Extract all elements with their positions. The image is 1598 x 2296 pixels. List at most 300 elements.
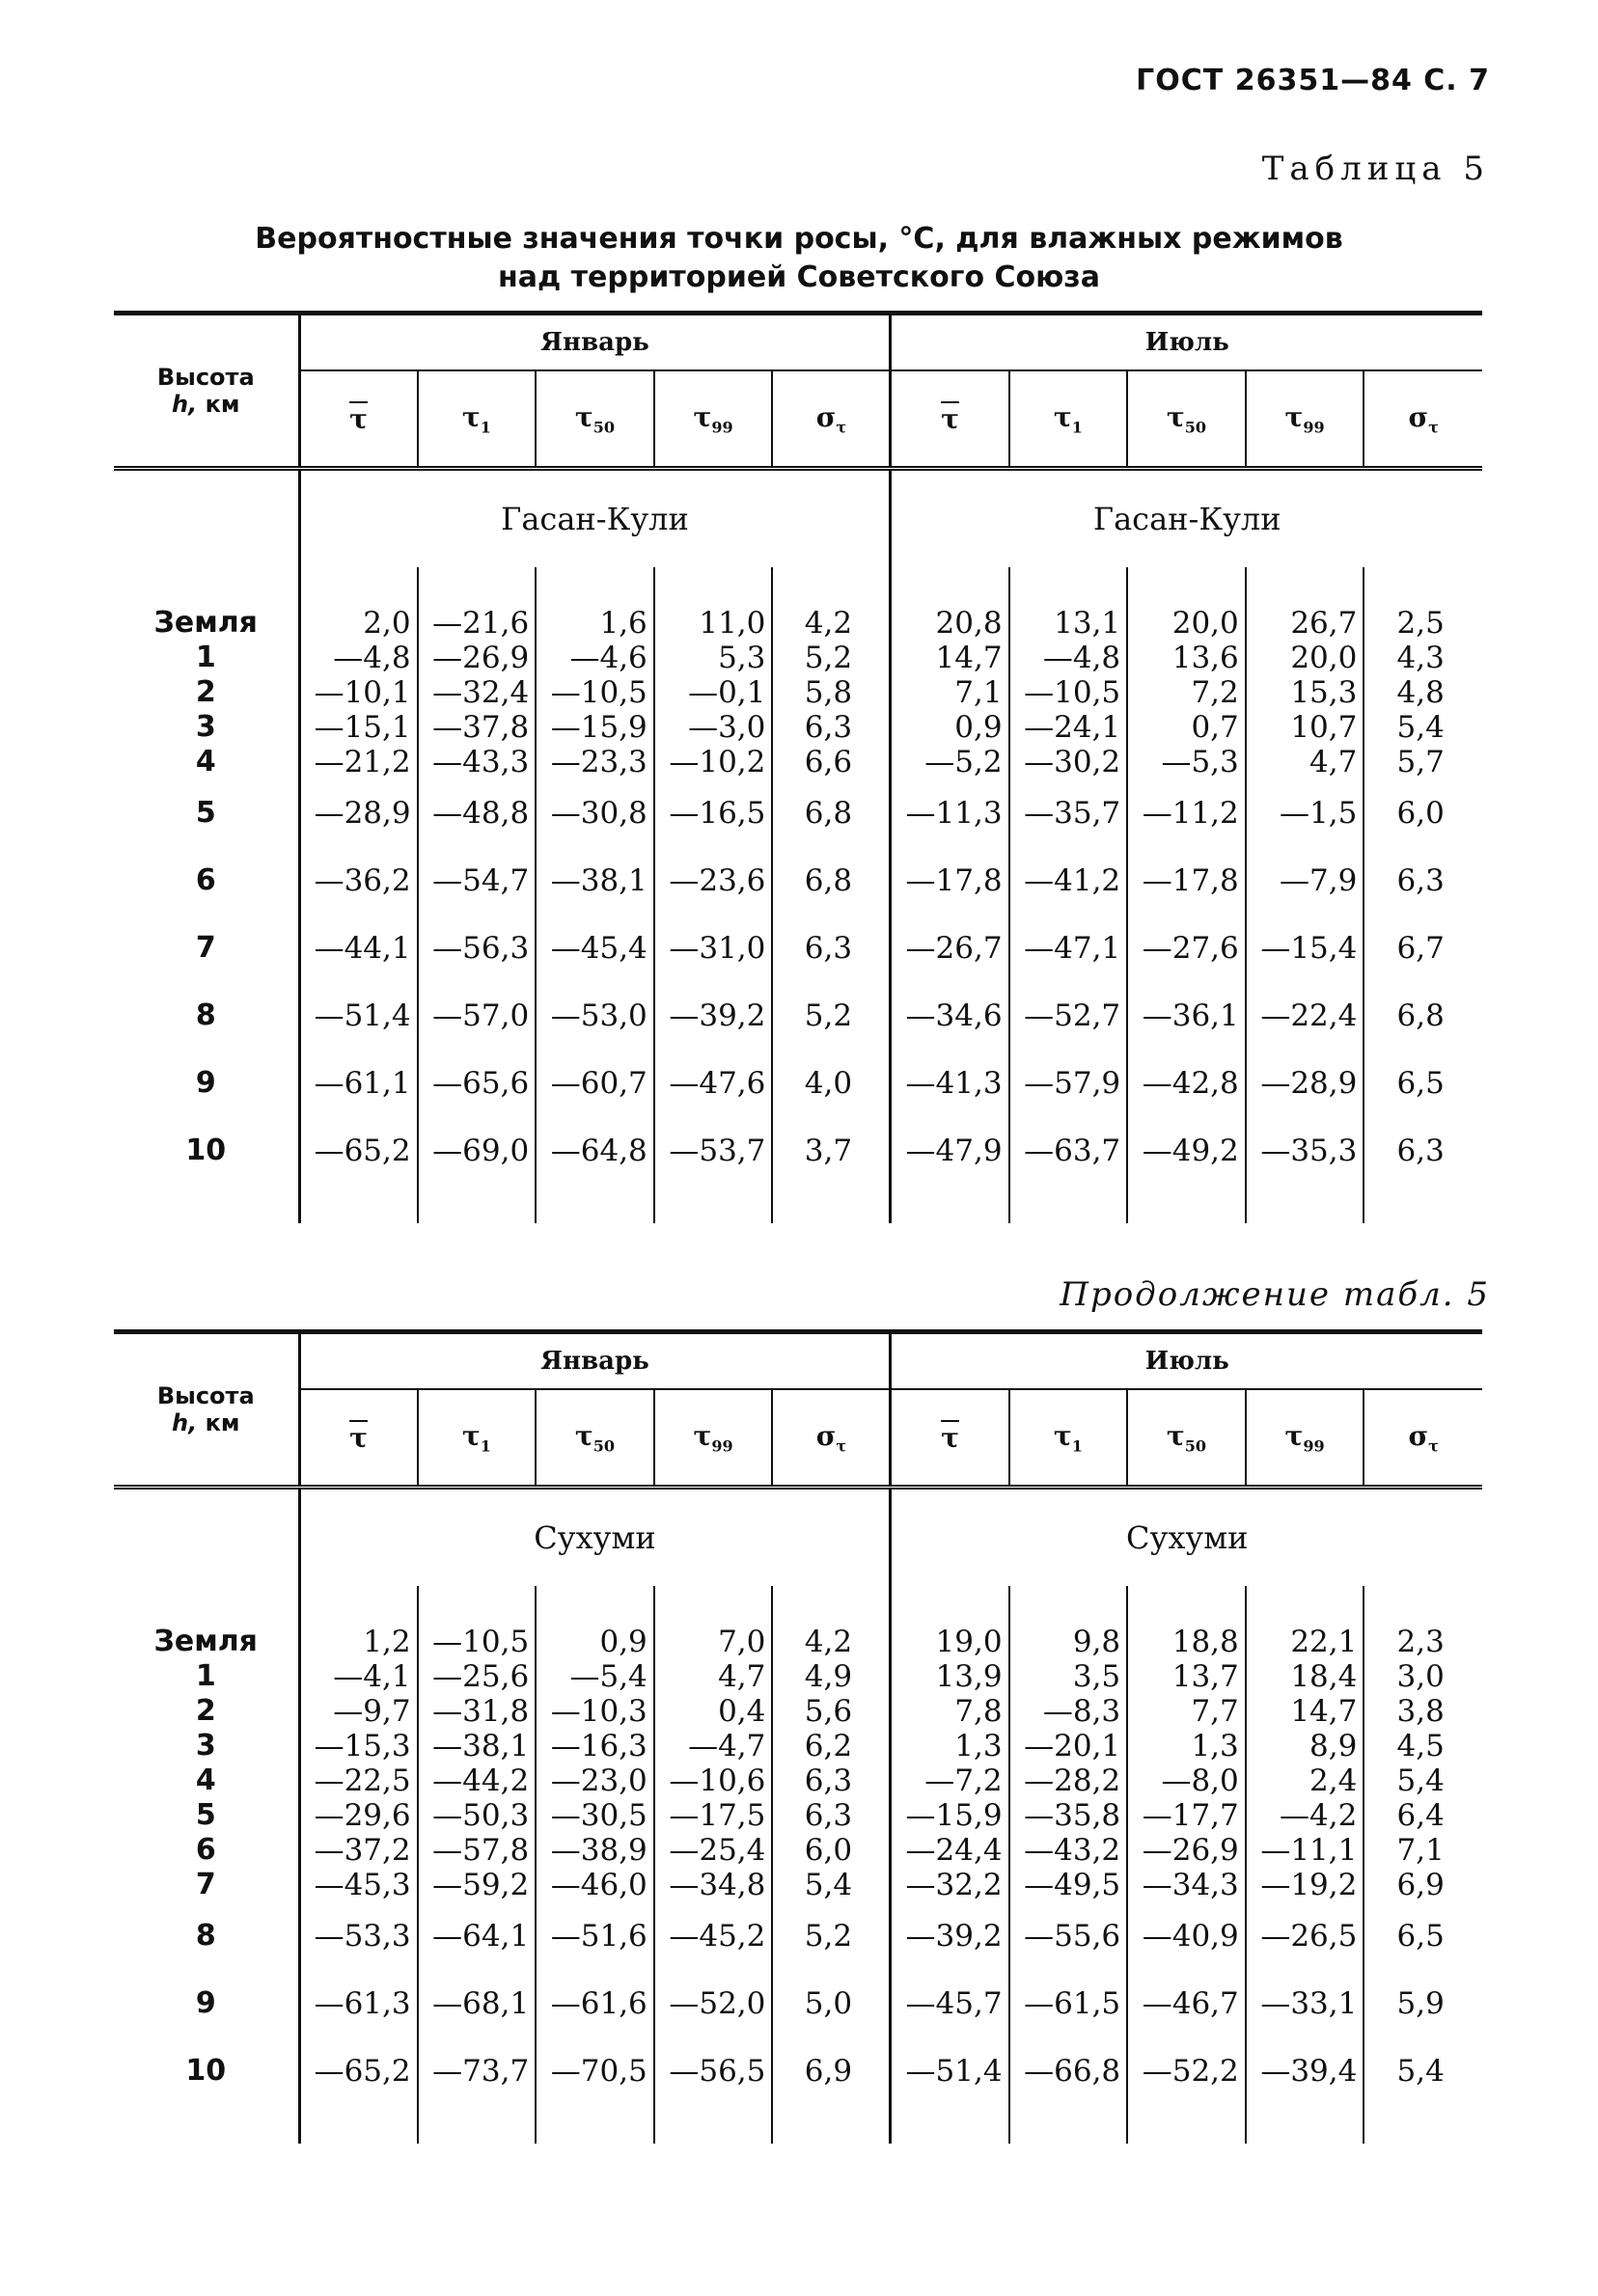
table-row [114, 710, 1482, 745]
height-column-header [114, 314, 299, 469]
january-value: 5,2 [772, 641, 891, 675]
january-value: —61,1 [299, 1050, 418, 1117]
station-name-january: Сухуми [299, 1488, 891, 1587]
july-value: —35,7 [1009, 779, 1128, 847]
sym-t99: $\tau_{99}$ [654, 1389, 773, 1488]
january-value: —51,6 [536, 1902, 654, 1970]
july-value: 22,1 [1246, 1625, 1364, 1659]
january-value: —37,2 [299, 1833, 418, 1868]
january-value: —61,3 [299, 1970, 418, 2037]
july-value: 4,5 [1364, 1729, 1482, 1763]
height-value: 10 [185, 2054, 227, 2088]
july-value: 6,4 [1364, 1798, 1482, 1833]
height-value: 6 [195, 1833, 216, 1867]
table-row [114, 1970, 1482, 2037]
sym-t1: $\tau_1$ [1009, 370, 1128, 469]
height-value: 7 [195, 931, 216, 965]
july-value: 5,4 [1364, 2037, 1482, 2105]
july-value: —43,2 [1009, 1833, 1128, 1868]
january-value: —10,5 [418, 1625, 537, 1659]
july-value: 0,7 [1127, 710, 1246, 745]
july-value: —46,7 [1127, 1970, 1246, 2037]
table-gasan-kuli [114, 311, 1482, 1223]
january-value: —25,4 [654, 1833, 773, 1868]
january-value: —45,2 [654, 1902, 773, 1970]
january-value: 0,4 [654, 1694, 773, 1729]
sym-t1: $\tau_1$ [1009, 1389, 1128, 1488]
july-value: 20,8 [891, 606, 1009, 641]
sym-mean: $\overline{\tau}$ [299, 1389, 418, 1488]
january-value: —21,6 [418, 606, 537, 641]
january-value: —69,0 [418, 1117, 537, 1185]
july-value: —4,8 [1009, 641, 1128, 675]
july-value: 3,5 [1009, 1659, 1128, 1694]
january-value: —10,6 [654, 1763, 773, 1798]
january-value: —4,1 [299, 1659, 418, 1694]
july-value: 7,8 [891, 1694, 1009, 1729]
january-value: 6,2 [772, 1729, 891, 1763]
station-name-july: Сухуми [891, 1488, 1482, 1587]
july-value: 6,3 [1364, 847, 1482, 915]
january-value: —70,5 [536, 2037, 654, 2105]
table-row [114, 847, 1482, 915]
height-value: 1 [195, 641, 216, 674]
july-value: —42,8 [1127, 1050, 1246, 1117]
july-value: 13,6 [1127, 641, 1246, 675]
height-value: 1 [195, 1659, 216, 1693]
july-value: —5,3 [1127, 745, 1246, 779]
january-value: —10,2 [654, 745, 773, 779]
july-value: 20,0 [1127, 606, 1246, 641]
january-value: —32,4 [418, 675, 537, 710]
height-value: 3 [195, 1729, 216, 1763]
july-value: —51,4 [891, 2037, 1009, 2105]
july-value: —8,3 [1009, 1694, 1128, 1729]
january-value: 6,3 [772, 710, 891, 745]
january-value: —53,0 [536, 982, 654, 1050]
station-row [114, 1488, 1482, 1587]
month-january: Январь [299, 314, 891, 371]
table-row [114, 1902, 1482, 1970]
july-value: 8,9 [1246, 1729, 1364, 1763]
july-value: —34,3 [1127, 1868, 1246, 1902]
january-value: —57,0 [418, 982, 537, 1050]
month-january: Январь [299, 1332, 891, 1390]
july-value: 6,8 [1364, 982, 1482, 1050]
height-value: 2 [195, 1694, 216, 1728]
table-row [114, 779, 1482, 847]
table-caption [0, 220, 1598, 297]
sym-t1: $\tau_1$ [418, 1389, 537, 1488]
july-value: —28,9 [1246, 1050, 1364, 1117]
january-value: 5,8 [772, 675, 891, 710]
document-reference: ГОСТ 26351—84 С. 7 [1136, 64, 1490, 97]
july-value: —4,2 [1246, 1798, 1364, 1833]
height-value: 4 [195, 745, 216, 779]
station-name-july: Гасан-Кули [891, 469, 1482, 568]
july-value: —17,7 [1127, 1798, 1246, 1833]
january-value: —10,1 [299, 675, 418, 710]
january-value: —47,6 [654, 1050, 773, 1117]
january-value: 6,3 [772, 1798, 891, 1833]
january-value: —30,5 [536, 1798, 654, 1833]
table-row [114, 2037, 1482, 2105]
july-value: —33,1 [1246, 1970, 1364, 2037]
january-value: 6,3 [772, 1763, 891, 1798]
caption-line-2: над территорией Советского Союза [498, 260, 1100, 294]
station-name-january: Гасан-Кули [299, 469, 891, 568]
july-value: —47,1 [1009, 915, 1128, 982]
sym-sigma: $\sigma_\tau$ [1364, 1389, 1482, 1488]
july-value: 2,5 [1364, 606, 1482, 641]
height-value: 7 [195, 1868, 216, 1901]
july-value: —19,2 [1246, 1868, 1364, 1902]
july-value: —15,9 [891, 1798, 1009, 1833]
height-value: Земля [153, 606, 258, 640]
symbol-row [114, 370, 1482, 469]
january-value: —38,9 [536, 1833, 654, 1868]
january-value: —23,0 [536, 1763, 654, 1798]
height-label: Высота [156, 1382, 255, 1409]
july-value: 14,7 [1246, 1694, 1364, 1729]
january-value: —61,6 [536, 1970, 654, 2037]
january-value: —38,1 [536, 847, 654, 915]
sym-t50: $\tau_{50}$ [1127, 370, 1246, 469]
sym-sigma: $\sigma_\tau$ [1364, 370, 1482, 469]
july-value: 1,3 [1127, 1729, 1246, 1763]
january-value: —56,3 [418, 915, 537, 982]
july-value: —24,4 [891, 1833, 1009, 1868]
sym-t1: $\tau_1$ [418, 370, 537, 469]
january-value: —54,7 [418, 847, 537, 915]
height-value: 9 [195, 1986, 216, 2020]
july-value: —55,6 [1009, 1902, 1128, 1970]
january-value: 0,9 [536, 1625, 654, 1659]
january-value: —4,7 [654, 1729, 773, 1763]
january-value: —59,2 [418, 1868, 537, 1902]
january-value: —53,7 [654, 1117, 773, 1185]
july-value: 6,9 [1364, 1868, 1482, 1902]
height-unit: км [205, 391, 240, 418]
july-value: 7,7 [1127, 1694, 1246, 1729]
july-value: —66,8 [1009, 2037, 1128, 2105]
july-value: —10,5 [1009, 675, 1128, 710]
table-row [114, 1868, 1482, 1902]
july-value: —41,2 [1009, 847, 1128, 915]
height-value: 3 [195, 710, 216, 744]
july-value: —39,2 [891, 1902, 1009, 1970]
table-row [114, 606, 1482, 641]
january-value: —28,9 [299, 779, 418, 847]
july-value: —17,8 [891, 847, 1009, 915]
height-value: 2 [195, 675, 216, 709]
january-value: —46,0 [536, 1868, 654, 1902]
height-value: 6 [195, 863, 216, 897]
january-value: —15,1 [299, 710, 418, 745]
january-value: —34,8 [654, 1868, 773, 1902]
january-value: —22,5 [299, 1763, 418, 1798]
table-row [114, 1729, 1482, 1763]
january-value: —50,3 [418, 1798, 537, 1833]
july-value: —7,9 [1246, 847, 1364, 915]
height-value: Земля [153, 1625, 258, 1658]
january-value: —43,3 [418, 745, 537, 779]
july-value: 6,5 [1364, 1902, 1482, 1970]
july-value: 5,9 [1364, 1970, 1482, 2037]
sym-sigma: $\sigma_\tau$ [772, 1389, 891, 1488]
january-value: 4,9 [772, 1659, 891, 1694]
january-value: 5,2 [772, 982, 891, 1050]
table-row [114, 915, 1482, 982]
january-value: —16,3 [536, 1729, 654, 1763]
table-sukhumi [114, 1329, 1482, 2144]
january-value: —60,7 [536, 1050, 654, 1117]
station-spacer [114, 469, 299, 568]
january-value: 6,8 [772, 847, 891, 915]
july-value: —8,0 [1127, 1763, 1246, 1798]
station-row [114, 469, 1482, 568]
july-value: —39,4 [1246, 2037, 1364, 2105]
table-row [114, 745, 1482, 779]
january-value: —4,8 [299, 641, 418, 675]
july-value: —47,9 [891, 1117, 1009, 1185]
july-value: 7,2 [1127, 675, 1246, 710]
july-value: 9,8 [1009, 1625, 1128, 1659]
table-row [114, 1763, 1482, 1798]
january-value: —15,9 [536, 710, 654, 745]
january-value: —45,3 [299, 1868, 418, 1902]
january-value: —73,7 [418, 2037, 537, 2105]
july-value: —11,2 [1127, 779, 1246, 847]
january-value: —23,3 [536, 745, 654, 779]
july-value: 2,4 [1246, 1763, 1364, 1798]
table-row [114, 1798, 1482, 1833]
july-value: 1,3 [891, 1729, 1009, 1763]
january-value: —57,8 [418, 1833, 537, 1868]
july-value: —28,2 [1009, 1763, 1128, 1798]
january-value: —56,5 [654, 2037, 773, 2105]
january-value: —30,8 [536, 779, 654, 847]
july-value: 19,0 [891, 1625, 1009, 1659]
dew-point-table-1 [114, 311, 1482, 1223]
january-value: —64,1 [418, 1902, 537, 1970]
height-unit: км [205, 1409, 240, 1436]
january-value: 1,2 [299, 1625, 418, 1659]
january-value: —39,2 [654, 982, 773, 1050]
height-symbol: h, [172, 1409, 198, 1436]
july-value: —11,3 [891, 779, 1009, 847]
july-value: —17,8 [1127, 847, 1246, 915]
july-value: —63,7 [1009, 1117, 1128, 1185]
january-value: 1,6 [536, 606, 654, 641]
july-value: 18,8 [1127, 1625, 1246, 1659]
july-value: 0,9 [891, 710, 1009, 745]
january-value: 6,8 [772, 779, 891, 847]
january-value: —25,6 [418, 1659, 537, 1694]
dew-point-table-2 [114, 1329, 1482, 2144]
january-value: —9,7 [299, 1694, 418, 1729]
july-value: —15,4 [1246, 915, 1364, 982]
sym-t99: $\tau_{99}$ [1246, 1389, 1364, 1488]
table-row [114, 1625, 1482, 1659]
july-value: 6,5 [1364, 1050, 1482, 1117]
month-july: Июль [891, 1332, 1482, 1390]
table-row [114, 1117, 1482, 1185]
july-value: —61,5 [1009, 1970, 1128, 2037]
july-value: 4,8 [1364, 675, 1482, 710]
january-value: —16,5 [654, 779, 773, 847]
july-value: —27,6 [1127, 915, 1246, 982]
height-column-header [114, 1332, 299, 1488]
july-value: 15,3 [1246, 675, 1364, 710]
january-value: 6,3 [772, 915, 891, 982]
july-value: —52,2 [1127, 2037, 1246, 2105]
january-value: —38,1 [418, 1729, 537, 1763]
july-value: —24,1 [1009, 710, 1128, 745]
july-value: —40,9 [1127, 1902, 1246, 1970]
july-value: —11,1 [1246, 1833, 1364, 1868]
sym-mean: $\overline{\tau}$ [299, 370, 418, 469]
height-value: 8 [195, 998, 216, 1032]
january-value: —68,1 [418, 1970, 537, 2037]
sym-t99: $\tau_{99}$ [654, 370, 773, 469]
table-row [114, 641, 1482, 675]
january-value: —26,9 [418, 641, 537, 675]
july-value: 2,3 [1364, 1625, 1482, 1659]
july-value: 6,7 [1364, 915, 1482, 982]
july-value: —22,4 [1246, 982, 1364, 1050]
july-value: —5,2 [891, 745, 1009, 779]
sym-mean: $\overline{\tau}$ [891, 1389, 1009, 1488]
sym-t99: $\tau_{99}$ [1246, 370, 1364, 469]
height-label: Высота [156, 364, 255, 391]
table-number: Таблица 5 [1261, 150, 1490, 188]
january-value: —44,2 [418, 1763, 537, 1798]
july-value: —34,6 [891, 982, 1009, 1050]
january-value: 2,0 [299, 606, 418, 641]
january-value: 4,2 [772, 1625, 891, 1659]
sym-sigma: $\sigma_\tau$ [772, 370, 891, 469]
july-value: —57,9 [1009, 1050, 1128, 1117]
july-value: —36,1 [1127, 982, 1246, 1050]
january-value: —3,0 [654, 710, 773, 745]
july-value: 10,7 [1246, 710, 1364, 745]
july-value: —26,5 [1246, 1902, 1364, 1970]
july-value: —30,2 [1009, 745, 1128, 779]
july-value: 7,1 [891, 675, 1009, 710]
january-value: 5,4 [772, 1868, 891, 1902]
sym-t50: $\tau_{50}$ [536, 370, 654, 469]
july-value: —26,7 [891, 915, 1009, 982]
january-value: —21,2 [299, 745, 418, 779]
january-value: —48,8 [418, 779, 537, 847]
table-row [114, 1833, 1482, 1868]
height-value: 8 [195, 1919, 216, 1953]
symbol-row [114, 1389, 1482, 1488]
january-value: 5,2 [772, 1902, 891, 1970]
january-value: —37,8 [418, 710, 537, 745]
height-value: 5 [195, 796, 216, 830]
table-row [114, 1050, 1482, 1117]
january-value: 4,2 [772, 606, 891, 641]
january-value: —52,0 [654, 1970, 773, 2037]
month-july: Июль [891, 314, 1482, 371]
july-value: 5,4 [1364, 710, 1482, 745]
july-value: —35,3 [1246, 1117, 1364, 1185]
table-row [114, 675, 1482, 710]
july-value: 6,0 [1364, 779, 1482, 847]
january-value: 5,0 [772, 1970, 891, 2037]
january-value: 5,3 [654, 641, 773, 675]
july-value: 26,7 [1246, 606, 1364, 641]
height-value: 5 [195, 1798, 216, 1832]
july-value: —26,9 [1127, 1833, 1246, 1868]
january-value: —31,0 [654, 915, 773, 982]
july-value: —1,5 [1246, 779, 1364, 847]
table-row [114, 1694, 1482, 1729]
july-value: —49,5 [1009, 1868, 1128, 1902]
july-value: —45,7 [891, 1970, 1009, 2037]
january-value: —17,5 [654, 1798, 773, 1833]
january-value: —10,5 [536, 675, 654, 710]
table-row [114, 982, 1482, 1050]
july-value: 13,9 [891, 1659, 1009, 1694]
july-value: 3,8 [1364, 1694, 1482, 1729]
july-value: 4,3 [1364, 641, 1482, 675]
height-value: 4 [195, 1763, 216, 1797]
january-value: —51,4 [299, 982, 418, 1050]
july-value: 13,1 [1009, 606, 1128, 641]
january-value: —5,4 [536, 1659, 654, 1694]
january-value: —4,6 [536, 641, 654, 675]
january-value: —15,3 [299, 1729, 418, 1763]
january-value: —45,4 [536, 915, 654, 982]
january-value: 5,6 [772, 1694, 891, 1729]
july-value: —7,2 [891, 1763, 1009, 1798]
continuation-label: Продолжение табл. 5 [1060, 1275, 1490, 1314]
january-value: —10,3 [536, 1694, 654, 1729]
january-value: —64,8 [536, 1117, 654, 1185]
january-value: 4,0 [772, 1050, 891, 1117]
january-value: —36,2 [299, 847, 418, 915]
height-value: 9 [195, 1066, 216, 1100]
january-value: 4,7 [654, 1659, 773, 1694]
height-value: 10 [185, 1134, 227, 1167]
july-value: —49,2 [1127, 1117, 1246, 1185]
january-value: —44,1 [299, 915, 418, 982]
july-value: —32,2 [891, 1868, 1009, 1902]
sym-mean: $\overline{\tau}$ [891, 370, 1009, 469]
july-value: 7,1 [1364, 1833, 1482, 1868]
january-value: —65,2 [299, 2037, 418, 2105]
table-body [114, 469, 1482, 1224]
january-value: 7,0 [654, 1625, 773, 1659]
january-value: —0,1 [654, 675, 773, 710]
january-value: —65,2 [299, 1117, 418, 1185]
sym-t50: $\tau_{50}$ [536, 1389, 654, 1488]
january-value: 6,0 [772, 1833, 891, 1868]
sym-t50: $\tau_{50}$ [1127, 1389, 1246, 1488]
january-value: —29,6 [299, 1798, 418, 1833]
table-body [114, 1488, 1482, 2145]
height-symbol: h, [172, 391, 198, 418]
july-value: 4,7 [1246, 745, 1364, 779]
january-value: 6,9 [772, 2037, 891, 2105]
july-value: 14,7 [891, 641, 1009, 675]
july-value: —20,1 [1009, 1729, 1128, 1763]
table-row [114, 1659, 1482, 1694]
july-value: 18,4 [1246, 1659, 1364, 1694]
